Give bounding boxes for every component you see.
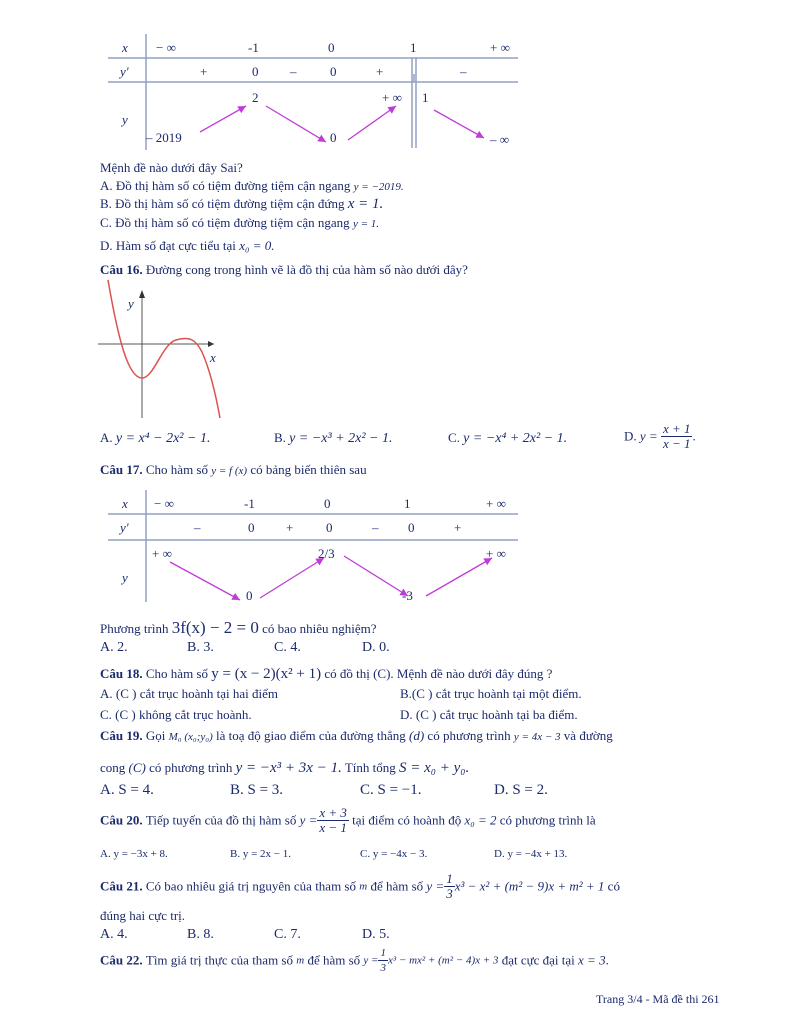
table1-y-label: y <box>122 112 128 127</box>
q21-question: Câu 21. Có bao nhiêu giá trị nguyên của tham số m để hàm số y = $\frac{1}{3}$ x³ − x² + (m² − 9)x + m² + 1 có <box>100 871 620 901</box>
t2-sign-5: – <box>372 520 379 535</box>
q15-option-d: D. Hàm số đạt cực tiểu tại x₀ = 0. <box>100 238 275 253</box>
q16-option-b: B. y = −x³ + 2x² − 1. <box>274 430 393 446</box>
q21-option-d: D. 5. <box>362 927 390 942</box>
arrow-down-2 <box>434 110 484 138</box>
q16-option-a: A. y = x⁴ − 2x² − 1. <box>100 430 211 446</box>
table2-x-label: x <box>122 496 128 511</box>
q21-line2: đúng hai cực trị. <box>100 908 186 923</box>
t2-x-neg-inf: − ∞ <box>154 496 174 511</box>
q20-option-d: D. y = −4x + 13. <box>494 848 568 860</box>
table1-yprime-label: y' <box>120 64 129 79</box>
q17-question: Câu 17. Cho hàm số y = f (x) có bảng biến thiên sau <box>100 462 367 477</box>
table2-yprime-label: y' <box>120 520 129 535</box>
arrow-up-1 <box>200 106 246 132</box>
t1-sign-2: 0 <box>252 64 259 79</box>
t1-y-1: 1 <box>422 90 429 105</box>
t1-y-minus2019: – 2019 <box>146 130 182 145</box>
t1-x-neg-inf: − ∞ <box>156 40 176 55</box>
t2-sign-1: – <box>194 520 201 535</box>
t2-x-minus1: -1 <box>244 496 255 511</box>
q16-option-d: D. y = $\frac{x + 1}{x - 1}$ . <box>624 421 696 451</box>
q19-option-b: B. S = 3. <box>230 782 284 798</box>
q15-option-b: B. Đồ thị hàm số có tiệm đường tiệm cận đứng x = 1. <box>100 196 384 212</box>
q16-axis-y: y <box>128 296 134 311</box>
t1-x-1: 1 <box>410 40 417 55</box>
arrow-down-1 <box>266 106 326 142</box>
q18-question: Câu 18. Cho hàm số y = (x − 2)(x² + 1) có đồ thị (C). Mệnh đề nào dưới đây đúng ? <box>100 666 553 682</box>
t1-x-pos-inf: + ∞ <box>490 40 510 55</box>
q20-question: Câu 20. Tiếp tuyến của đồ thị hàm số y = $\frac{x + 3}{x - 1}$ tại điểm có hoành độ x₀ = 2 có phương trình là <box>100 805 596 835</box>
t1-y-minus-inf: – ∞ <box>490 132 510 147</box>
t1-sign-4: 0 <box>330 64 337 79</box>
q19-option-a: A. S = 4. <box>100 782 154 798</box>
t2-sign-7: + <box>454 520 462 535</box>
q20-option-c: C. y = −4x − 3. <box>360 848 428 860</box>
t1-x-minus1: -1 <box>248 40 259 55</box>
q16-option-c: C. y = −x⁴ + 2x² − 1. <box>448 430 568 446</box>
q17-option-b: B. 3. <box>187 640 214 655</box>
t2-sign-2: 0 <box>248 520 255 535</box>
q21-option-c: C. 7. <box>274 927 301 942</box>
t2-arrow-down-2 <box>344 556 408 596</box>
t2-arrow-up-1 <box>260 558 324 598</box>
q19-question-line2: cong (C) có phương trình y = −x³ + 3x − 1. Tính tổng S = x₀ + y₀. <box>100 760 470 776</box>
q20-option-a: A. y = −3x + 8. <box>100 848 168 860</box>
t2-x-pos-inf: + ∞ <box>486 496 506 511</box>
q18-option-a: A. (C ) cắt trục hoành tại hai điểm <box>100 686 278 701</box>
t1-y-2: 2 <box>252 90 259 105</box>
t1-y-0: 0 <box>330 130 337 145</box>
t1-sign-1: + <box>200 64 208 79</box>
q18-option-c: C. (C ) không cắt trục hoành. <box>100 707 252 722</box>
q15-option-c: C. Đồ thị hàm số có tiệm đường tiệm cận ngang y = 1. <box>100 215 379 230</box>
q19-option-c: C. S = −1. <box>360 782 422 798</box>
q18-option-b: B.(C ) cắt trục hoành tại một điểm. <box>400 686 582 701</box>
q21-option-b: B. 8. <box>187 927 214 942</box>
q16-graph <box>96 278 226 420</box>
q15-prompt: Mệnh đề nào dưới đây Sai? <box>100 160 243 175</box>
q19-question-line1: Câu 19. Gọi M₀ (x₀;y₀) là toạ độ giao điểm của đường thẳng (d) có phương trình y = 4x − 3 và đường <box>100 728 613 743</box>
t1-sign-5: + <box>376 64 384 79</box>
t2-y-0: 0 <box>246 588 253 603</box>
q17-equation: Phương trình 3f(x) − 2 = 0 có bao nhiêu nghiệm? <box>100 618 377 637</box>
q21-option-a: A. 4. <box>100 927 128 942</box>
t2-y-minus3: -3 <box>402 588 413 603</box>
t1-y-plus-inf: + ∞ <box>382 90 402 105</box>
q19-option-d: D. S = 2. <box>494 782 548 798</box>
table2-y-label: y <box>122 570 128 585</box>
t2-y-top: 2/3 <box>318 546 335 561</box>
t2-sign-3: + <box>286 520 294 535</box>
t1-sign-6: – <box>460 64 467 79</box>
q17-option-a: A. 2. <box>100 640 128 655</box>
t2-sign-6: 0 <box>408 520 415 535</box>
t2-x-1: 1 <box>404 496 411 511</box>
t2-y-left-plus-inf: + ∞ <box>152 546 172 561</box>
q16-axis-x: x <box>210 350 216 365</box>
q16-question: Câu 16. Đường cong trong hình vẽ là đồ thị của hàm số nào dưới đây? <box>100 262 468 277</box>
q22-question: Câu 22. Tìm giá trị thực của tham số m để hàm số y = $\frac{1}{3}$ x³ − mx² + (m² − 4)x + 3 đạt cực đại tại x = 3. <box>100 947 609 974</box>
t2-y-right-plus-inf: + ∞ <box>486 546 506 561</box>
q16-curve <box>108 280 220 418</box>
table1-x-label: x <box>122 40 128 55</box>
t2-arrow-down-1 <box>170 562 240 600</box>
arrow-up-2 <box>348 106 396 140</box>
t2-sign-4: 0 <box>326 520 333 535</box>
t2-arrow-up-2 <box>426 558 492 596</box>
page-footer: Trang 3/4 - Mã đề thi 261 <box>596 992 720 1006</box>
q20-option-b: B. y = 2x − 1. <box>230 848 291 860</box>
q17-option-d: D. 0. <box>362 640 390 655</box>
t1-x-0: 0 <box>328 40 335 55</box>
t1-sign-3: – <box>290 64 297 79</box>
q18-option-d: D. (C ) cắt trục hoành tại ba điểm. <box>400 707 578 722</box>
q17-option-c: C. 4. <box>274 640 301 655</box>
q15-option-a: A. Đồ thị hàm số có tiệm đường tiệm cận ngang y = −2019. <box>100 178 404 193</box>
t2-x-0: 0 <box>324 496 331 511</box>
